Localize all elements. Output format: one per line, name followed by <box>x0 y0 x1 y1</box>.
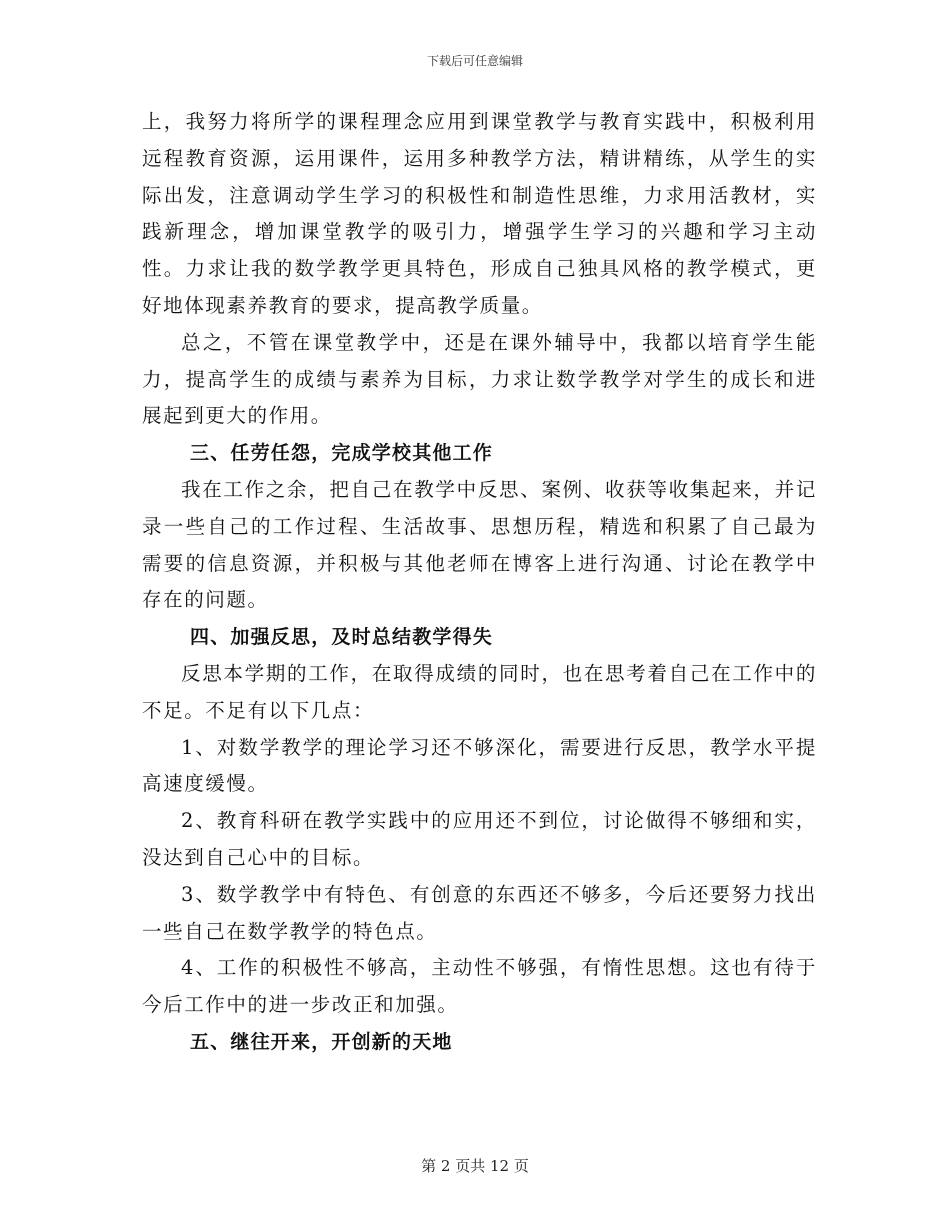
list-item-3: 3、数学教学中有特色、有创意的东西还不够多，今后还要努力找出一些自己在数学教学的特色点。 <box>142 882 817 943</box>
paragraph-continuation: 上，我努力将所学的课程理念应用到课堂教学与教育实践中，积极利用远程教育资源，运用课件，运用多种教学方法，精讲精练，从学生的实际出发，注意调动学生学习的积极性和制造性思维，力求用活教材，实践新理念，增加课堂教学的吸引力，增强学生学习的兴趣和学习主动性。力求让我的数学教学更具特色，形成自己独具风格的教学模式，更好地体现素养教育的要求，提高教学质量。 <box>142 110 817 317</box>
paragraph-other-work: 我在工作之余，把自己在教学中反思、案例、收获等收集起来，并记录一些自己的工作过程、生活故事、思想历程，精选和积累了自己最为需要的信息资源，并积极与其他老师在博客上进行沟通、讨论在教学中存在的问题。 <box>142 477 817 612</box>
list-item-1: 1、对数学教学的理论学习还不够深化，需要进行反思，教学水平提高速度缓慢。 <box>142 735 817 796</box>
paragraph-reflection: 反思本学期的工作，在取得成绩的同时，也在思考着自己在工作中的不足。不足有以下几点： <box>142 661 817 722</box>
page-header: 下载后可任意编辑 <box>426 54 523 68</box>
page-footer: 第 2 页共 12 页 <box>421 1157 529 1175</box>
list-item-2: 2、教育科研在教学实践中的应用还不到位，讨论做得不够细和实，没达到自己心中的目标。 <box>142 809 817 869</box>
section-heading-4: 四、加强反思，及时总结教学得失 <box>190 626 494 649</box>
paragraph-summary: 总之，不管在课堂教学中，还是在课外辅导中，我都以培育学生能力，提高学生的成绩与素养为目标，力求让数学教学对学生的成长和进展起到更大的作用。 <box>142 330 817 428</box>
list-item-4: 4、工作的积极性不够高，主动性不够强，有惰性思想。这也有待于今后工作中的进一步改正和加强。 <box>142 956 817 1017</box>
document-body <box>142 104 817 1061</box>
section-heading-5: 五、继往开来，开创新的天地 <box>190 1030 453 1053</box>
section-heading-3: 三、任劳任怨，完成学校其他工作 <box>190 442 494 465</box>
